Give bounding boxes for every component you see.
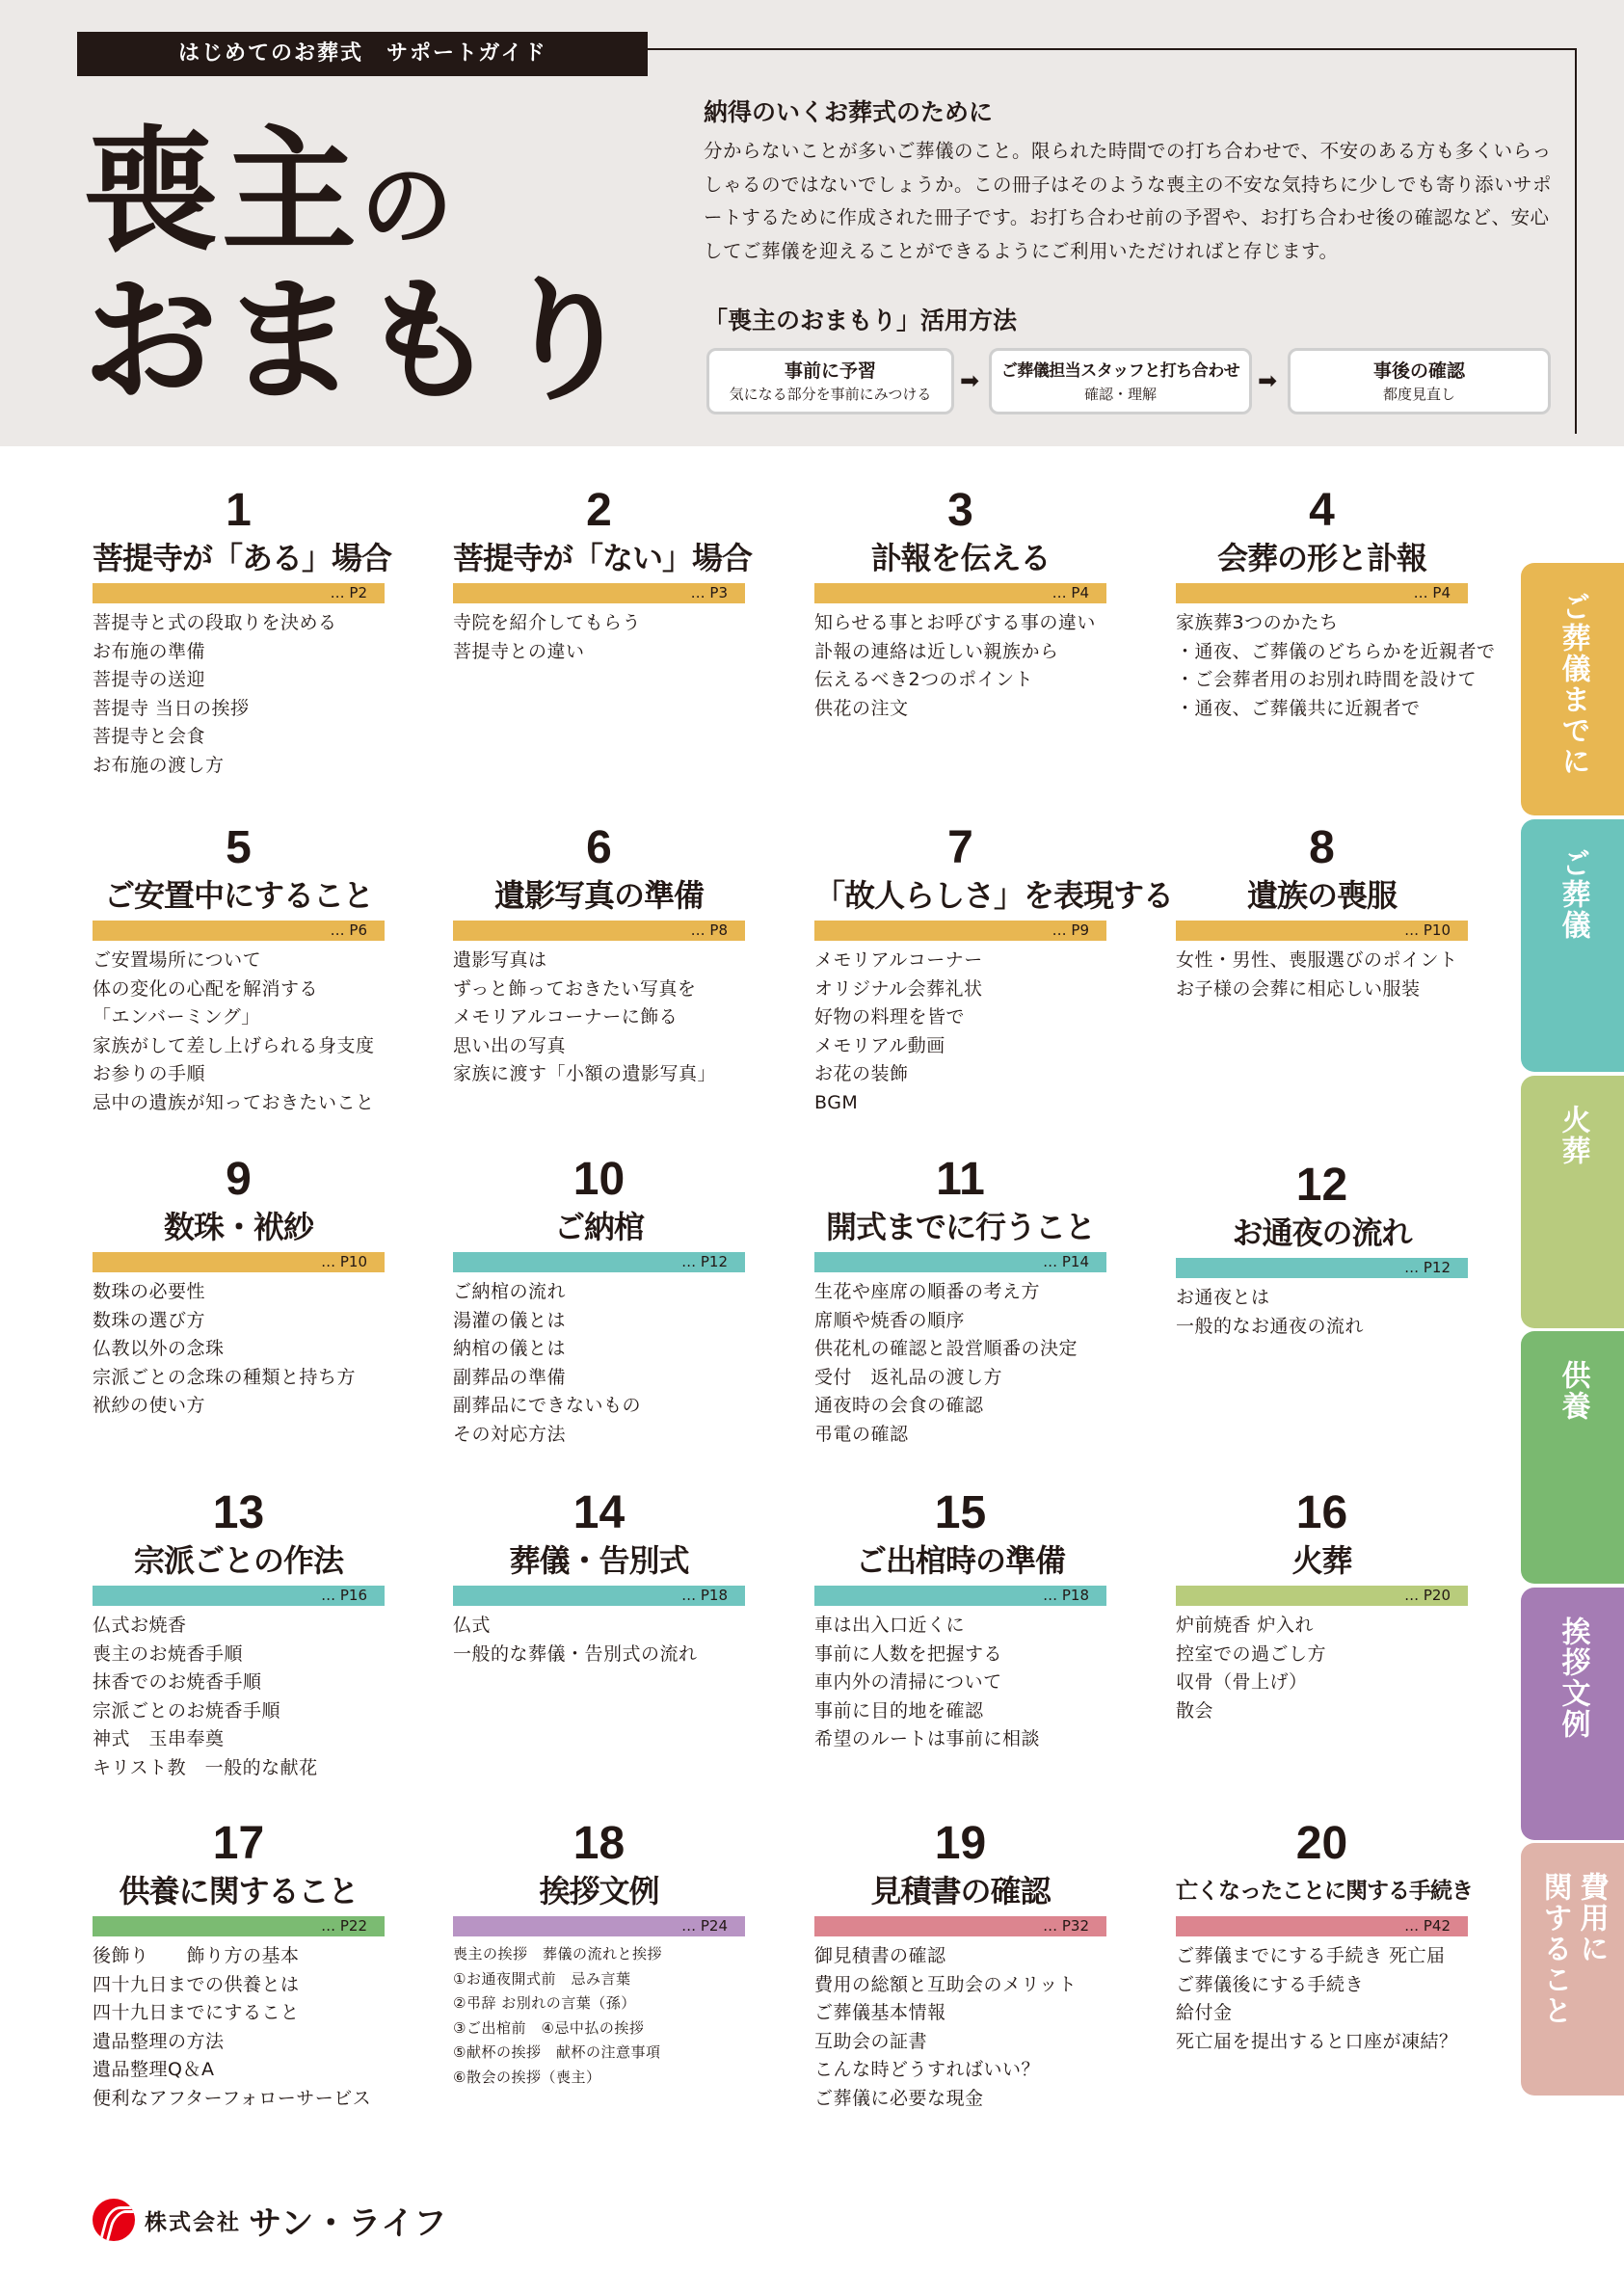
- list-item: 抹香でのお焼香手順: [93, 1671, 262, 1694]
- toc-section-17[interactable]: [93, 1820, 385, 2114]
- section-items: [1176, 1942, 1468, 2056]
- list-item: 車は出入口近くに: [814, 1615, 966, 1636]
- list-item: 事前に人数を把握する: [814, 1642, 1003, 1665]
- section-items: [93, 1612, 385, 1783]
- toc-section-6[interactable]: [453, 824, 745, 1089]
- side-tab-1[interactable]: ご葬儀までに: [1521, 563, 1624, 815]
- list-item: 思い出の写真: [453, 1034, 567, 1056]
- list-item: オリジナル会葬礼状: [814, 977, 983, 1000]
- section-items: [1176, 1284, 1468, 1341]
- section-number: 15: [934, 1487, 987, 1538]
- list-item: キリスト教 一般的な献花: [93, 1756, 318, 1778]
- list-item: 遺品整理の方法: [93, 2030, 225, 2052]
- section-items: [93, 1278, 385, 1421]
- page-ref-bar: … P8: [453, 921, 745, 941]
- section-items: [453, 947, 745, 1089]
- list-item: ・ご会葬者用のお別れ時間を設けて: [1176, 669, 1478, 691]
- page-ref-bar: … P18: [814, 1586, 1106, 1606]
- list-item: メモリアルコーナー: [814, 949, 983, 971]
- list-item: 散会: [1176, 1699, 1214, 1722]
- side-tab-3[interactable]: 火葬: [1521, 1076, 1624, 1328]
- toc-section-9[interactable]: [93, 1156, 385, 1421]
- section-number: 14: [572, 1487, 626, 1538]
- list-item: ずっと飾っておきたい写真を: [453, 977, 697, 1000]
- section-items: [814, 1942, 1106, 2114]
- step-sub: 確認・理解: [1083, 386, 1157, 403]
- list-item: 一般的なお通夜の流れ: [1176, 1315, 1365, 1337]
- list-item: 「エンバーミング」: [93, 1006, 260, 1028]
- list-item: 希望のルートは事前に相談: [814, 1728, 1041, 1750]
- list-item: 御見積書の確認: [814, 1945, 946, 1966]
- page-ref-bar: … P2: [93, 583, 385, 603]
- list-item: ご納棺の流れ: [453, 1281, 567, 1302]
- toc-section-16[interactable]: [1176, 1489, 1468, 1725]
- list-item: ③ご出棺前 ④忌中払の挨拶: [453, 2018, 645, 2037]
- section-title: 開式までに行うこと: [825, 1209, 1095, 1245]
- list-item: 納棺の儀とは: [453, 1338, 567, 1360]
- list-item: お子様の会葬に相応しい服装: [1176, 977, 1421, 1000]
- list-item: 仏教以外の念珠: [93, 1338, 225, 1360]
- section-title: 葬儀・告別式: [509, 1542, 689, 1579]
- list-item: 供花札の確認と設営順番の決定: [814, 1338, 1078, 1360]
- section-title: ご納棺: [553, 1209, 644, 1245]
- list-item: 菩提寺の送迎: [93, 669, 206, 691]
- list-item: ご葬儀までにする手続き 死亡届: [1176, 1945, 1446, 1966]
- list-item: こんな時どうすればいい？: [814, 2059, 1041, 2081]
- page-ref-bar: … P12: [453, 1252, 745, 1272]
- list-item: 菩提寺と会食: [93, 726, 206, 748]
- list-item: 席順や焼香の順序: [814, 1309, 966, 1331]
- section-number: 1: [226, 485, 252, 536]
- section-number: 20: [1295, 1818, 1348, 1869]
- title-text: 喪主: [83, 114, 361, 271]
- main-title-line2: おまもり: [83, 263, 639, 420]
- list-item: ご葬儀基本情報: [814, 2002, 946, 2024]
- page-ref-bar: … P4: [814, 583, 1106, 603]
- section-title: 供養に関すること: [119, 1873, 359, 1909]
- section-items: [453, 1278, 745, 1450]
- side-tab-2[interactable]: ご葬儀: [1521, 819, 1624, 1072]
- page-ref-bar: … P9: [814, 921, 1106, 941]
- toc-section-13[interactable]: [93, 1489, 385, 1783]
- list-item: ご葬儀後にする手続き: [1176, 1973, 1365, 1995]
- list-item: 給付金: [1176, 2002, 1233, 2024]
- list-item: 家族に渡す「小額の遺影写真」: [453, 1063, 717, 1085]
- page-ref-bar: … P14: [814, 1252, 1106, 1272]
- list-item: 受付 返礼品の渡し方: [814, 1366, 1003, 1388]
- list-item: 後飾り 飾り方の基本: [93, 1945, 300, 1966]
- page-ref-bar: … P10: [93, 1252, 385, 1272]
- list-item: ・通夜、ご葬儀共に近親者で: [1176, 697, 1421, 719]
- toc-section-19[interactable]: [814, 1820, 1106, 2114]
- intro-heading: 納得のいくお葬式のために: [704, 98, 994, 126]
- list-item: お布施の準備: [93, 640, 206, 662]
- list-item: 伝えるべき2つのポイント: [814, 669, 1034, 691]
- list-item: 四十九日までにすること: [93, 2002, 300, 2024]
- section-number: 19: [934, 1818, 987, 1869]
- list-item: ②弔辞 お別れの言葉（孫）: [453, 1994, 636, 2012]
- page-ref-bar: … P24: [453, 1916, 745, 1936]
- page-ref-bar: … P10: [1176, 921, 1468, 941]
- list-item: 事前に目的地を確認: [814, 1699, 984, 1722]
- list-item: 通夜時の会食の確認: [814, 1395, 984, 1417]
- section-items: [453, 609, 745, 666]
- list-item: ①お通夜開式前 忌み言葉: [453, 1969, 631, 1988]
- list-item: 収骨（骨上げ）: [1176, 1671, 1308, 1694]
- page-ref-bar: … P18: [453, 1586, 745, 1606]
- section-items: [1176, 1612, 1468, 1725]
- page-ref-bar: … P6: [93, 921, 385, 941]
- section-number: 12: [1295, 1160, 1348, 1211]
- list-item: ⑤献杯の挨拶 献杯の注意事項: [453, 2043, 661, 2061]
- section-title: お通夜の流れ: [1232, 1215, 1412, 1251]
- list-item: 湯灌の儀とは: [453, 1309, 567, 1331]
- side-tab-6[interactable]: 費用に 関すること: [1521, 1843, 1624, 2096]
- section-title: 宗派ごとの作法: [133, 1542, 343, 1579]
- logo-brand-text: サン・ライフ: [249, 2203, 448, 2243]
- section-number: 16: [1295, 1487, 1348, 1538]
- list-item: 喪主の挨拶 葬儀の流れと挨拶: [453, 1945, 663, 1962]
- list-item: 仏式: [453, 1615, 492, 1636]
- section-number: 6: [586, 822, 612, 873]
- section-title: 挨拶文例: [539, 1873, 659, 1909]
- list-item: ⑥散会の挨拶（喪主）: [453, 2068, 601, 2086]
- section-title: 火葬: [1291, 1542, 1352, 1579]
- toc-section-12[interactable]: [1176, 1161, 1468, 1341]
- list-item: ご安置場所について: [93, 949, 262, 971]
- section-title: 遺影写真の準備: [493, 877, 704, 914]
- section-items: [1176, 947, 1468, 1003]
- section-title: 菩提寺が「ある」場合: [93, 540, 392, 576]
- list-item: 一般的な葬儀・告別式の流れ: [453, 1642, 698, 1665]
- toc-section-14[interactable]: [453, 1489, 745, 1669]
- list-item: 忌中の遺族が知っておきたいこと: [93, 1091, 375, 1113]
- section-items: [453, 1942, 745, 2090]
- section-items: [1176, 609, 1496, 723]
- list-item: お通夜とは: [1176, 1287, 1270, 1308]
- list-item: 女性・男性、喪服選びのポイント: [1176, 949, 1458, 971]
- list-item: 控室での過ごし方: [1176, 1642, 1327, 1665]
- list-item: 寺院を紹介してもらう: [453, 612, 642, 633]
- toc-section-7[interactable]: [814, 822, 1174, 1118]
- section-number: 4: [1309, 485, 1335, 536]
- step-prepare: [706, 348, 954, 414]
- list-item: ・通夜、ご葬儀のどちらかを近親者で: [1176, 640, 1496, 662]
- list-item: 菩提寺と式の段取りを決める: [93, 612, 337, 633]
- section-title: 菩提寺が「ない」場合: [453, 540, 753, 576]
- section-items: [814, 609, 1106, 723]
- list-item: 家族がして差し上げられる身支度: [93, 1034, 375, 1056]
- section-number: 8: [1309, 822, 1335, 873]
- list-item: 宗派ごとの念珠の種類と持ち方: [93, 1366, 357, 1388]
- section-number: 7: [947, 822, 973, 873]
- list-item: ご葬儀に必要な現金: [814, 2087, 984, 2109]
- list-item: 車内外の清掃について: [814, 1671, 1002, 1694]
- list-item: 炉前焼香 炉入れ: [1176, 1615, 1315, 1636]
- section-number: 11: [936, 1154, 985, 1205]
- list-item: BGM: [814, 1091, 859, 1113]
- section-items: [93, 1942, 385, 2114]
- toc-section-8[interactable]: [1176, 824, 1468, 1003]
- arrow-right-icon: ➡: [1258, 367, 1278, 394]
- section-title: 亡くなったことに関する手続き: [1176, 1879, 1473, 1904]
- list-item: 菩提寺 当日の挨拶: [93, 697, 250, 719]
- list-item: 神式 玉串奉奠: [93, 1728, 225, 1750]
- list-item: 供花の注文: [814, 697, 909, 719]
- section-title: ご出棺時の準備: [855, 1542, 1065, 1579]
- section-number: 3: [947, 485, 973, 536]
- toc-section-10[interactable]: [453, 1156, 745, 1450]
- guide-label: はじめてのお葬式 サポートガイド: [77, 32, 648, 76]
- list-item: 遺品整理Q＆A: [93, 2059, 215, 2081]
- toc-section-5[interactable]: [93, 824, 385, 1118]
- list-item: 副葬品にできないもの: [453, 1395, 642, 1417]
- step-meeting: [989, 348, 1252, 414]
- list-item: 便利なアフターフォローサービス: [93, 2087, 372, 2109]
- section-title: 会葬の形と訃報: [1216, 540, 1426, 576]
- section-number: 10: [572, 1154, 626, 1205]
- side-tab-4[interactable]: 供養: [1521, 1331, 1624, 1584]
- section-number: 2: [586, 485, 612, 536]
- list-item: その対応方法: [453, 1423, 567, 1445]
- toc-section-1[interactable]: [93, 485, 392, 781]
- list-item: お花の装飾: [814, 1063, 909, 1085]
- section-title: 遺族の喪服: [1246, 877, 1397, 914]
- list-item: 家族葬3つのかたち: [1176, 612, 1339, 633]
- section-title: ご安置中にすること: [103, 877, 373, 914]
- step-review: [1288, 348, 1551, 414]
- list-item: 知らせる事とお呼びする事の違い: [814, 612, 1096, 633]
- page-ref-bar: … P4: [1176, 583, 1468, 603]
- toc-section-20[interactable]: [1176, 1818, 1473, 2056]
- arrow-right-icon: ➡: [960, 367, 980, 394]
- list-item: 好物の料理を皆で: [814, 1006, 966, 1028]
- section-items: [814, 947, 1106, 1118]
- list-item: 死亡届を提出すると口座が凍結？: [1176, 2030, 1458, 2052]
- list-item: メモリアルコーナーに飾る: [453, 1006, 679, 1028]
- section-items: [814, 1278, 1106, 1450]
- list-item: 生花や座席の順番の考え方: [814, 1281, 1041, 1302]
- step-title: 事前に予習: [784, 360, 876, 382]
- section-title: 訃報を伝える: [870, 540, 1051, 576]
- toc-section-11[interactable]: [814, 1156, 1106, 1450]
- section-number: 5: [226, 822, 252, 873]
- list-item: 宗派ごとのお焼香手順: [93, 1699, 281, 1722]
- company-logo: [93, 2198, 447, 2242]
- list-item: 費用の総額と互助会のメリット: [814, 1973, 1078, 1995]
- step-title: ご葬儀担当スタッフと打ち合わせ: [1000, 361, 1240, 381]
- section-items: [453, 1612, 745, 1669]
- section-title: 「故人らしさ」を表現する: [814, 877, 1174, 914]
- section-items: [814, 1612, 1106, 1754]
- page-ref-bar: … P42: [1176, 1916, 1468, 1936]
- list-item: メモリアル動画: [814, 1034, 945, 1056]
- toc-section-15[interactable]: [814, 1489, 1106, 1754]
- section-title: 見積書の確認: [870, 1873, 1051, 1909]
- logo-mark-icon: [93, 2199, 135, 2241]
- page-ref-bar: … P3: [453, 583, 745, 603]
- section-number: 13: [212, 1487, 265, 1538]
- section-title: 数珠・袱紗: [163, 1209, 313, 1245]
- main-title-line1: [83, 116, 457, 283]
- list-item: 四十九日までの供養とは: [93, 1973, 300, 1995]
- toc-section-3[interactable]: [814, 487, 1106, 723]
- list-item: 互助会の証書: [814, 2030, 928, 2052]
- list-item: 遺影写真は: [453, 949, 547, 971]
- section-items: [93, 947, 385, 1118]
- list-item: 体の変化の心配を解消する: [93, 977, 319, 1000]
- page-ref-bar: … P12: [1176, 1258, 1468, 1278]
- step-title: 事後の確認: [1372, 360, 1465, 382]
- howto-heading: 「喪主のおまもり」活用方法: [704, 307, 1018, 334]
- toc-section-18[interactable]: [453, 1820, 745, 2090]
- intro-text: 分からないことが多いご葬儀のこと。限られた時間での打ち合わせで、不安のある方も多くいらっしゃるのではないでしょうか。この冊子はそのような喪主の不安な気持ちに少しでも寄り添いサポートするために作成された冊子です。お打ち合わせ前の予習や、お打ち合わせ後の確認など、安心してご葬儀を迎えることができるようにご利用いただければと存じます。: [704, 140, 1553, 262]
- page-ref-bar: … P22: [93, 1916, 385, 1936]
- section-number: 9: [226, 1154, 252, 1205]
- page-ref-bar: … P20: [1176, 1586, 1468, 1606]
- toc-section-2[interactable]: [453, 485, 753, 666]
- section-number: 17: [212, 1818, 265, 1869]
- page-ref-bar: … P32: [814, 1916, 1106, 1936]
- list-item: 喪主のお焼香手順: [93, 1642, 244, 1665]
- step-sub: 気になる部分を事前にみつける: [729, 386, 932, 403]
- list-item: 弔電の確認: [814, 1423, 909, 1445]
- logo-corp-text: 株式会社: [145, 2209, 241, 2235]
- list-item: お布施の渡し方: [93, 754, 225, 776]
- title-particle: の: [360, 152, 458, 260]
- toc-section-4[interactable]: [1176, 485, 1496, 723]
- list-item: 数珠の選び方: [93, 1309, 206, 1331]
- list-item: 仏式お焼香: [93, 1615, 187, 1636]
- step-sub: 都度見直し: [1382, 386, 1455, 403]
- list-item: 袱紗の使い方: [93, 1395, 206, 1417]
- side-tab-5[interactable]: 挨拶文例: [1521, 1588, 1624, 1840]
- list-item: 訃報の連絡は近しい親族から: [814, 640, 1059, 662]
- section-number: 18: [572, 1818, 626, 1869]
- list-item: 菩提寺との違い: [453, 640, 585, 662]
- list-item: 副葬品の準備: [453, 1366, 567, 1388]
- section-items: [93, 609, 385, 781]
- page-ref-bar: … P16: [93, 1586, 385, 1606]
- list-item: 数珠の必要性: [93, 1281, 206, 1302]
- list-item: お参りの手順: [93, 1063, 206, 1085]
